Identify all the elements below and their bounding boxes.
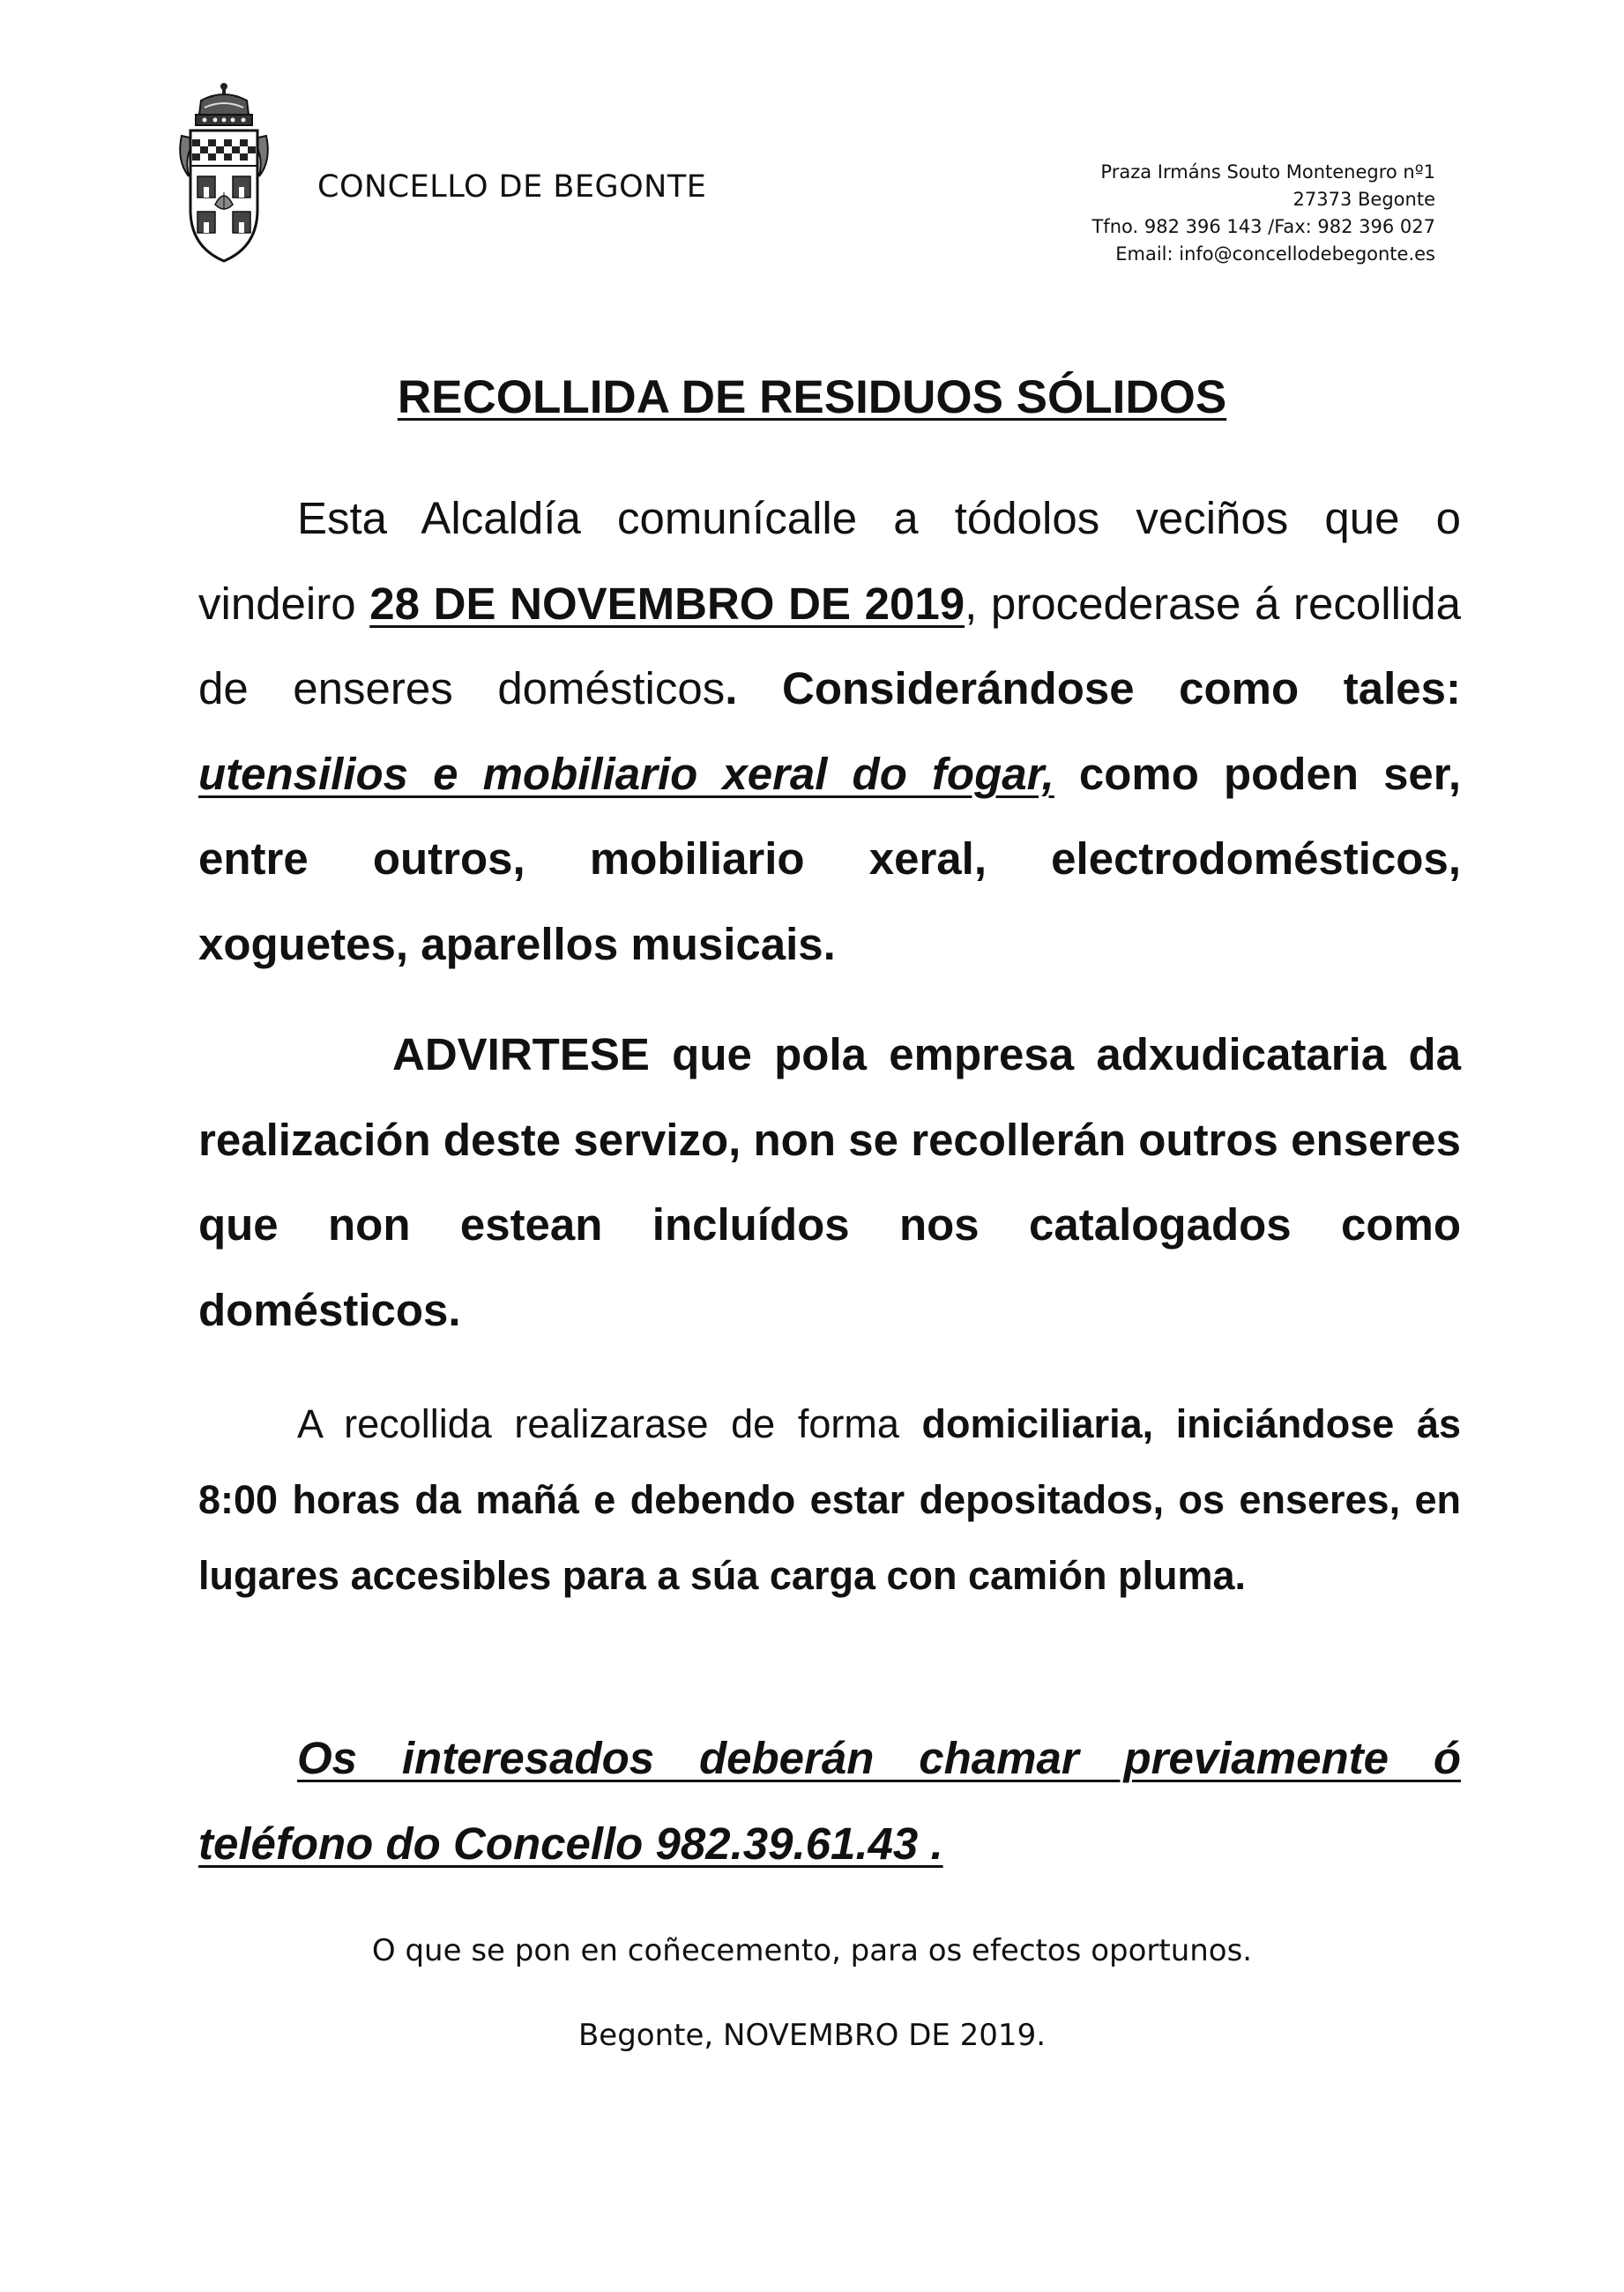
contact-block — [942, 159, 1435, 268]
coat-of-arms-icon — [175, 81, 273, 266]
para1-text-1: Esta Alcaldía comunícalle a tódolos veciños que o vindeiro — [198, 493, 1461, 629]
paragraph-phone-call — [198, 1716, 1461, 1886]
paragraph-announcement — [198, 476, 1461, 987]
call-instruction: Os interesados deberán chamar previamente ó teléfono do Concello 982.39.61.43 . — [198, 1733, 1461, 1869]
address-line-1: Praza Irmáns Souto Montenegro nº1 — [1100, 161, 1435, 183]
email: Email: info@concellodebegonte.es — [1115, 243, 1435, 265]
para3-text-1: A recollida realizarase de forma — [297, 1401, 922, 1446]
paragraph-collection-details — [198, 1386, 1461, 1614]
paragraph-warning — [198, 1012, 1461, 1353]
closing-statement: O que se pon en coñecemento, para os efectos oportunos. — [371, 1933, 1253, 1968]
collected-items: utensilios e mobiliario xeral do fogar, — [198, 748, 1054, 799]
para1-text-4: como poden ser, entre outros, mobiliario xeral, electrodomésticos, xoguetes, aparellos musicais. — [198, 748, 1461, 969]
warning-keyword: ADVIRTESE — [392, 1029, 650, 1079]
phone-fax: Tfno. 982 396 143 /Fax: 982 396 027 — [1091, 216, 1435, 237]
notice-title: RECOLLIDA DE RESIDUOS SÓLIDOS — [397, 371, 1227, 423]
warning-text: que pola empresa adxudicataria da realización deste servizo, non se recollerán outros enseres que non estean incluídos nos catalogados como domésticos. — [198, 1029, 1461, 1335]
closing-place-date: Begonte, NOVEMBRO DE 2019. — [577, 2018, 1047, 2053]
organization-name: CONCELLO DE BEGONTE — [317, 169, 707, 205]
collection-date: 28 DE NOVEMBRO DE 2019 — [369, 578, 965, 629]
para1-text-3: . Considerándose como tales: — [725, 663, 1461, 713]
para3-text-2: domiciliaria, iniciándose ás 8:00 horas da mañá e debendo estar depositados, os enseres, en lugares accesibles para a súa carga con camión pluma. — [198, 1401, 1461, 1598]
para1-text-2: , procederase á recollida de enseres domésticos — [198, 578, 1461, 713]
address-line-2: 27373 Begonte — [1292, 189, 1435, 210]
